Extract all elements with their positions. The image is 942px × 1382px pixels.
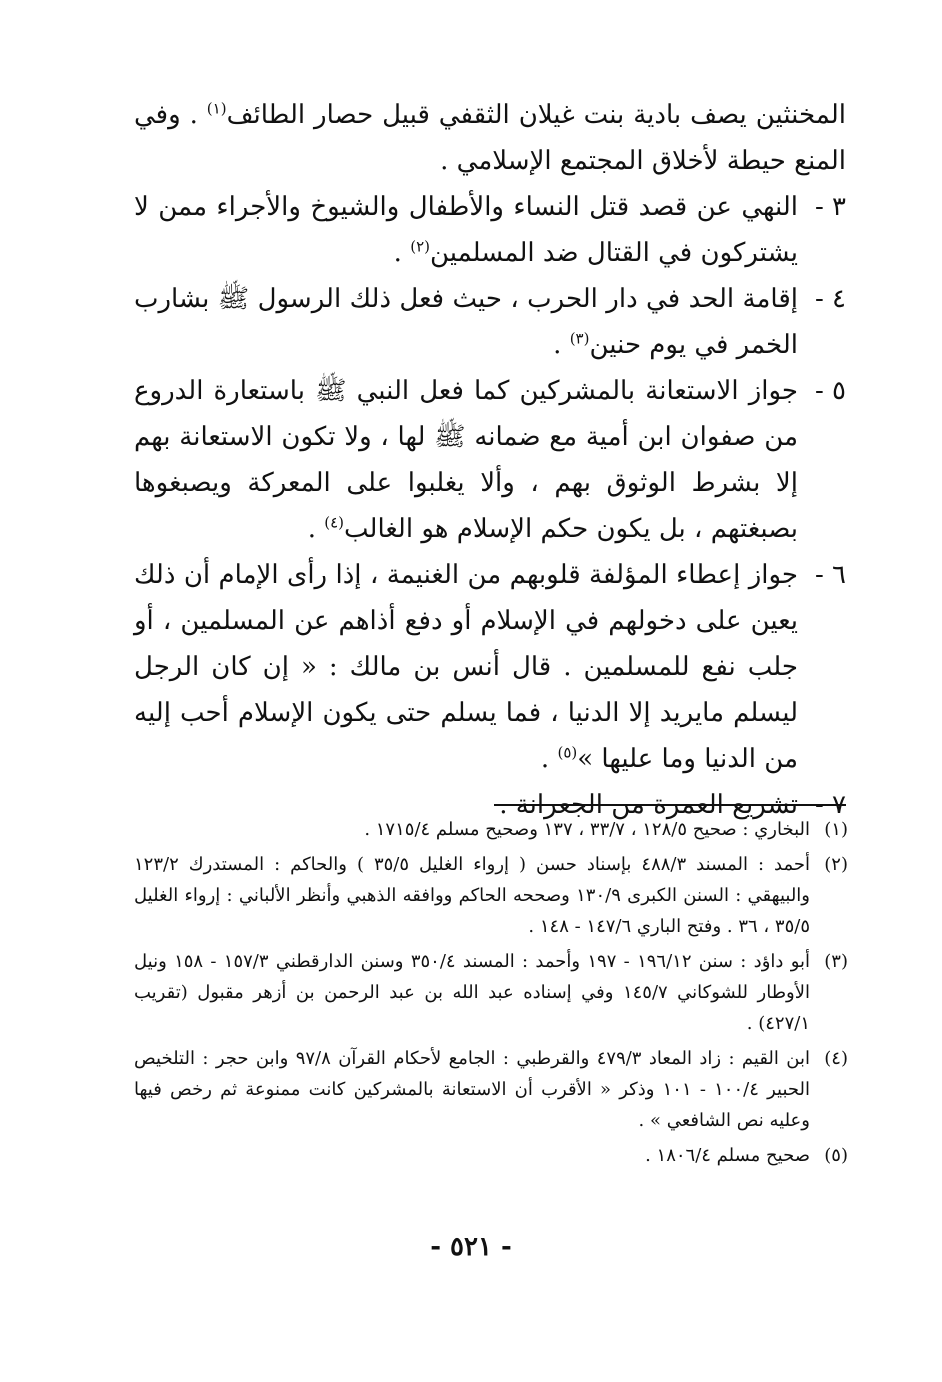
- list-item: ٤ - إقامة الحد في دار الحرب ، حيث فعل ذلك الرسول ﷺ بشارب الخمر في يوم حنين$^{(٣)}$ .: [134, 276, 846, 368]
- item-number: ٣ -: [814, 192, 846, 222]
- footnote: [134, 946, 848, 1039]
- footnote-marker: (٢): [824, 854, 848, 875]
- list-item: ٥ - جواز الاستعانة بالمشركين كما فعل النبي ﷺ باستعارة الدروع من صفوان ابن أمية مع ضمانه ﷺ لها ، ولا تكون الاستعانة بهم إلا بشرط الوثوق بهم ، وألا يغلبوا على المعركة ويصبغوها بصبغتهم ، بل يكون حكم الإسلام هو الغالب$^{(٤)}$ .: [134, 368, 846, 552]
- item-number: ٧ -: [814, 790, 846, 820]
- list-item: ٦ - جواز إعطاء المؤلفة قلوبهم من الغنيمة ، إذا رأى الإمام أن ذلك يعين على دخولهم في الإسلام أو دفع أذاهم عن المسلمين ، أو جلب نفع للمسلمين . قال أنس بن مالك : « إن كان الرجل ليسلم مايريد إلا الدنيا ، فما يسلم حتى يكون الإسلام أحب إليه من الدنيا وما عليها »$^{(٥)}$ .: [134, 552, 846, 782]
- footnote: [134, 849, 848, 942]
- item-text: جواز الاستعانة بالمشركين كما فعل النبي ﷺ باستعارة الدروع من صفوان ابن أمية مع ضمانه ﷺ لها ، ولا تكون الاستعانة بهم إلا بشرط الوثوق بهم ، وألا يغلبوا على المعركة ويصبغوها بصبغتهم ، بل يكون حكم الإسلام هو الغالب: [134, 376, 798, 544]
- footnote-divider: [494, 804, 846, 806]
- item-number: ٦ -: [814, 560, 846, 590]
- footnote-marker: (٥): [824, 1145, 848, 1166]
- footnote: [134, 814, 848, 845]
- footnote-ref[interactable]: (٣): [569, 329, 590, 348]
- footnote-text: البخاري : صحيح ١٢٨/٥ ، ٣٣/٧ ، ١٣٧ وصحيح مسلم ١٧١٥/٤ .: [364, 819, 810, 840]
- footnote-ref[interactable]: (٥): [557, 743, 578, 762]
- footnote-text: ابن القيم : زاد المعاد ٤٧٩/٣ والقرطبي : الجامع لأحكام القرآن ٩٧/٨ وابن حجر : التلخيص الحبير ١٠٠/٤ - ١٠١ وذكر « الأقرب أن الاستعانة بالمشركين كانت ممنوعة ثم رخص فيها وعليه نص الشافعي » .: [134, 1048, 811, 1131]
- footnote-text: صحيح مسلم ١٨٠٦/٤ .: [645, 1145, 810, 1166]
- footnote-ref[interactable]: (٢): [410, 237, 430, 256]
- footnote: [134, 1043, 848, 1136]
- footnote-ref[interactable]: (١): [206, 99, 227, 118]
- item-text: إقامة الحد في دار الحرب ، حيث فعل ذلك الرسول ﷺ بشارب الخمر في يوم حنين: [134, 284, 798, 360]
- item-number: ٥ -: [814, 376, 846, 406]
- main-text: [134, 92, 846, 828]
- footnote: [134, 1140, 848, 1171]
- item-text: النهي عن قصد قتل النساء والأطفال والشيوخ والأجراء ممن لا يشتركون في القتال ضد المسلمين: [134, 192, 798, 268]
- footnote-text: أحمد : المسند ٤٨٨/٣ بإسناد حسن ( إرواء الغليل ٣٥/٥ ) والحاكم : المستدرك ١٢٣/٢ والبيهقي : السنن الكبرى ١٣٠/٩ وصححه الحاكم ووافقه الذهبي وأنظر الألباني : إرواء الغليل ٣٥/٥ ، ٣٦ . وفتح الباري ١٤٧/٦ - ١٤٨ .: [134, 854, 810, 937]
- footnotes: [134, 814, 848, 1175]
- list-item: ٣ - النهي عن قصد قتل النساء والأطفال والشيوخ والأجراء ممن لا يشتركون في القتال ضد المسلمين$^{(٢)}$ .: [134, 184, 846, 276]
- item-text: جواز إعطاء المؤلفة قلوبهم من الغنيمة ، إذا رأى الإمام أن ذلك يعين على دخولهم في الإسلام أو دفع أذاهم عن المسلمين ، أو جلب نفع للمسلمين . قال أنس بن مالك : « إن كان الرجل ليسلم مايريد إلا الدنيا ، فما يسلم حتى يكون الإسلام أحب إليه من الدنيا وما عليها »: [134, 560, 798, 774]
- footnote-marker: (٤): [824, 1048, 848, 1069]
- footnote-ref[interactable]: (٤): [324, 513, 345, 532]
- item-number: ٤ -: [814, 284, 846, 314]
- item-text: تشريع العمرة من الجعرانة .: [499, 790, 798, 820]
- intro-paragraph: المخنثين يصف بادية بنت غيلان الثقفي قبيل حصار الطائف$^{(١)}$ . وفي المنع حيطة لأخلاق المجتمع الإسلامي .: [134, 99, 846, 176]
- page-number: - ٥٢١ -: [430, 1232, 512, 1262]
- footnote-marker: (٣): [824, 951, 848, 972]
- footnote-text: أبو داؤد : سنن ١٩٦/١٢ - ١٩٧ وأحمد : المسند ٣٥٠/٤ وسنن الدارقطني ١٥٧/٣ - ١٥٨ ونيل الأوطار للشوكاني ١٤٥/٧ وفي إسناده عبد الله بن عبد الرحمن بن أزهر مقبول (تقريب ٤٢٧/١) .: [134, 951, 811, 1034]
- footnote-marker: (١): [824, 819, 848, 840]
